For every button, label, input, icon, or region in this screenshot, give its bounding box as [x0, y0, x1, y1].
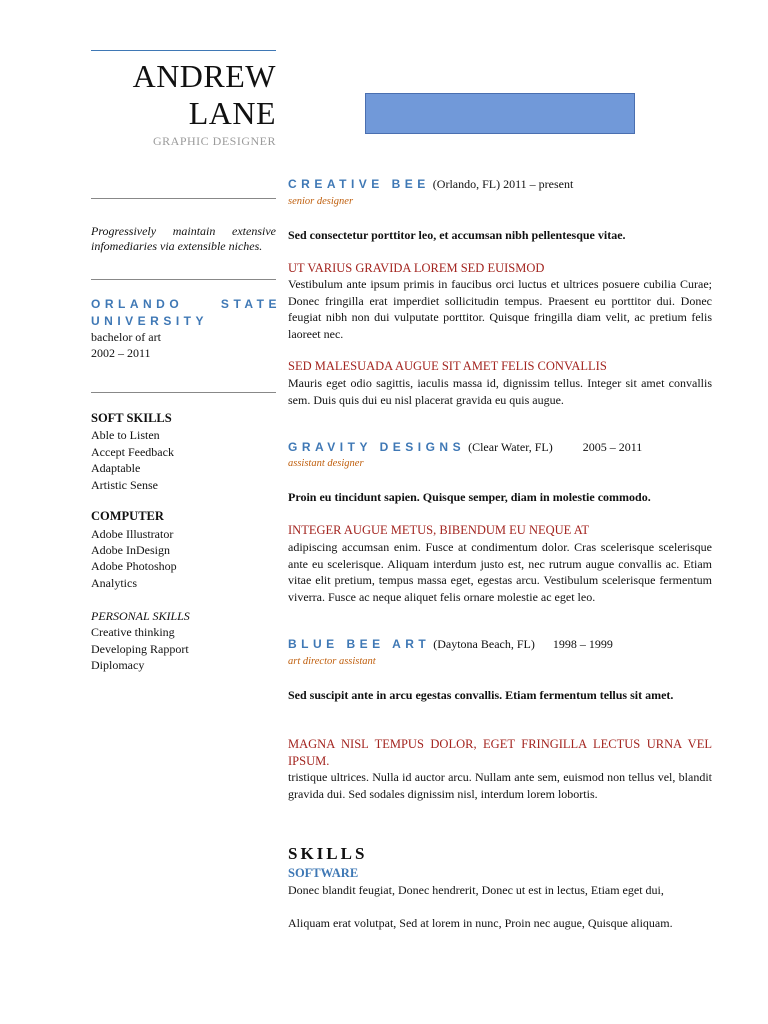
photo-placeholder — [365, 93, 635, 134]
divider — [91, 198, 276, 199]
paragraph: adipiscing accumsan enim. Fusce at condimentum dolor. Cras scelerisque scelerisque ante eu scelerisque. Aliquam interdum justo est, nec rutrum augue convallis ac. Etiam vitae elit pretium, tempus massa eget, egestas arcu. Vestibulum scelerisque fermentum viverra. Fusce ac neque aliquet felis ornare molestie ac eget leo. — [288, 540, 712, 604]
soft-skill-item: Accept Feedback — [91, 445, 174, 459]
computer-item: Adobe Illustrator — [91, 527, 174, 541]
paragraph: Vestibulum ante ipsum primis in faucibus orci luctus et ultrices posuere cubilia Curae; Donec fringilla erat imperdiet sollicitudin tempus. Praesent eu porttitor dui. Donec feugiat nibh non dui vulputate porttitor. Quisque fringilla diam velit, ac pretium felis laoreet nec. — [288, 277, 712, 341]
job-header — [288, 637, 613, 652]
personal-skills-heading: PERSONAL SKILLS — [91, 609, 190, 623]
job-details: (Orlando, FL) 2011 – present — [432, 177, 574, 191]
summary: Progressively maintain extensive infomediaries via extensible niches. — [91, 224, 276, 253]
job-role: art director assistant — [288, 656, 376, 667]
company-name: GRAVITY DESIGNS — [288, 440, 466, 454]
soft-skill-item: Adaptable — [91, 461, 141, 475]
section-heading: INTEGER AUGUE METUS, BIBENDUM EU NEQUE AT — [288, 523, 590, 537]
section-heading: MAGNA NISL TEMPUS DOLOR, EGET FRINGILLA LECTUS URNA VEL IPSUM. — [288, 737, 712, 768]
job-details: (Daytona Beach, FL) 1998 – 1999 — [433, 637, 613, 651]
paragraph: Mauris eget odio sagittis, iaculis massa id, dignissim tellus. Integer sit amet convallis sem. Duis quis dui eu nisl placerat gravida eu quis augue. — [288, 376, 712, 407]
section-heading: SED MALESUADA AUGUE SIT AMET FELIS CONVALLIS — [288, 359, 607, 373]
first-name: ANDREW — [132, 58, 276, 94]
section-heading: UT VARIUS GRAVIDA LOREM SED EUISMOD — [288, 261, 545, 275]
paragraph: Donec blandit feugiat, Donec hendrerit, Donec ut est in lectus, Etiam eget dui, — [288, 883, 664, 897]
personal-skill-item: Creative thinking — [91, 625, 175, 639]
computer-item: Analytics — [91, 576, 137, 590]
top-rule — [91, 50, 276, 51]
paragraph: Aliquam erat volutpat, Sed at lorem in nunc, Proin nec augue, Quisque aliquam. — [288, 916, 673, 930]
job-role: senior designer — [288, 196, 354, 207]
personal-skill-item: Developing Rapport — [91, 642, 189, 656]
paragraph: tristique ultrices. Nulla id auctor arcu. Nullam ante sem, euismod non tellus vel, blandit gravida dui. Sed sodales dignissim nisl, interdum lorem lobortis. — [288, 770, 712, 801]
job-header — [288, 440, 642, 455]
company-name: BLUE BEE ART — [288, 637, 431, 651]
soft-skill-item: Able to Listen — [91, 428, 160, 442]
job-header — [288, 177, 573, 192]
last-name: LANE — [188, 95, 276, 131]
soft-skills-heading: SOFT SKILLS — [91, 411, 172, 425]
divider — [91, 279, 276, 280]
job-lead: Sed consectetur porttitor leo, et accumsan nibh pellentesque vitae. — [288, 228, 626, 242]
company-name: CREATIVE BEE — [288, 177, 430, 191]
personal-skill-item: Diplomacy — [91, 658, 145, 672]
computer-heading: COMPUTER — [91, 509, 164, 523]
soft-skill-item: Artistic Sense — [91, 478, 158, 492]
job-role: assistant designer — [288, 458, 364, 469]
divider — [91, 392, 276, 393]
job-title: GRAPHIC DESIGNER — [152, 134, 276, 148]
education-years: 2002 – 2011 — [91, 346, 151, 360]
computer-item: Adobe InDesign — [91, 543, 170, 557]
job-details: (Clear Water, FL) 2005 – 2011 — [468, 440, 643, 454]
job-lead: Proin eu tincidunt sapien. Quisque semper, diam in molestie commodo. — [288, 490, 651, 504]
computer-item: Adobe Photoshop — [91, 559, 177, 573]
job-lead: Sed suscipit ante in arcu egestas convallis. Etiam fermentum tellus sit amet. — [288, 688, 674, 702]
school-name: ORLANDO STATE UNIVERSITY — [91, 297, 281, 328]
skills-subheading: SOFTWARE — [288, 866, 359, 880]
skills-heading: SKILLS — [288, 844, 368, 863]
degree: bachelor of art — [91, 330, 161, 344]
